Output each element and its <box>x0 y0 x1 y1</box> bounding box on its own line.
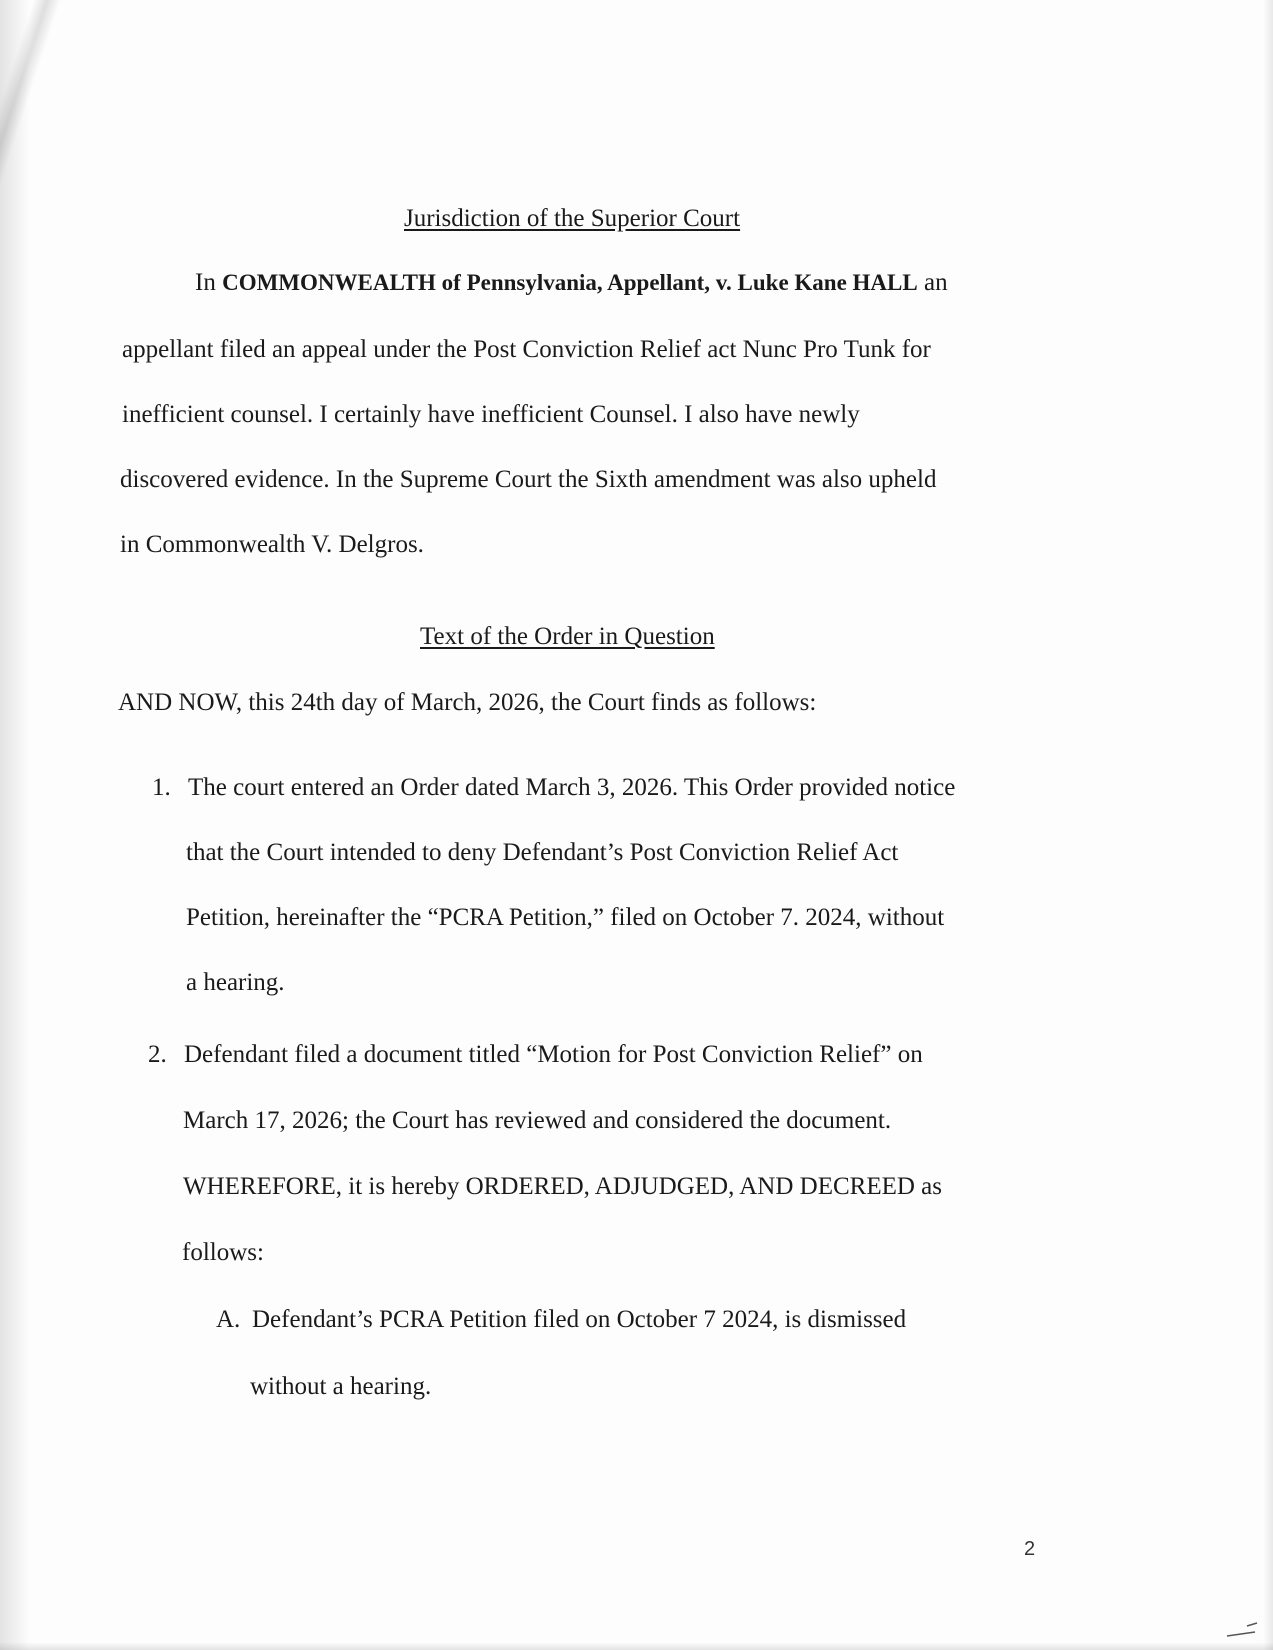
list-item-line: Defendant filed a document titled “Motion for Post Conviction Relief” on <box>184 1041 923 1068</box>
list-item-line: Petition, hereinafter the “PCRA Petition,” filed on October 7. 2024, without <box>186 904 945 931</box>
paragraph-line: appellant filed an appeal under the Post Conviction Relief act Nunc Pro Tunk for <box>122 336 931 363</box>
list-item-line: Defendant’s PCRA Petition filed on October 7 2024, is dismissed <box>252 1306 907 1333</box>
paragraph-text: an <box>917 269 948 296</box>
list-item-line: follows: <box>182 1239 264 1266</box>
list-item-line: that the Court intended to deny Defendant’s Post Conviction Relief Act <box>186 839 899 866</box>
paragraph-line <box>195 268 948 298</box>
scan-edge-bottom <box>0 1642 1273 1650</box>
list-item-line: without a hearing. <box>250 1373 432 1400</box>
order-intro: AND NOW, this 24th day of March, 2026, the Court finds as follows: <box>118 689 817 716</box>
page-number: 2 <box>1024 1538 1036 1560</box>
list-marker: 1. <box>152 774 171 801</box>
paragraph-text: In <box>195 269 223 296</box>
list-item-line: WHEREFORE, it is hereby ORDERED, ADJUDGED, AND DECREED as <box>183 1173 942 1200</box>
paragraph-line: in Commonwealth V. Delgros. <box>120 531 424 558</box>
list-marker: 2. <box>148 1041 167 1068</box>
list-marker: A. <box>216 1306 241 1333</box>
list-item-line: The court entered an Order dated March 3, 2026. This Order provided notice <box>188 774 956 801</box>
scan-shadow <box>0 0 30 1650</box>
paragraph-line: inefficient counsel. I certainly have inefficient Counsel. I also have newly <box>122 401 860 428</box>
scan-edge <box>1263 0 1273 1650</box>
case-caption: COMMONWEALTH of Pennsylvania, Appellant, v. Luke Kane HALL <box>222 270 918 295</box>
section-heading-jurisdiction: Jurisdiction of the Superior Court <box>404 205 741 232</box>
paragraph-line: discovered evidence. In the Supreme Court the Sixth amendment was also upheld <box>120 466 937 493</box>
scan-corner-mark <box>1225 1620 1259 1638</box>
list-item-line: March 17, 2026; the Court has reviewed and considered the document. <box>183 1107 892 1134</box>
list-item-line: a hearing. <box>186 969 285 996</box>
section-heading-order-text: Text of the Order in Question <box>420 623 715 650</box>
